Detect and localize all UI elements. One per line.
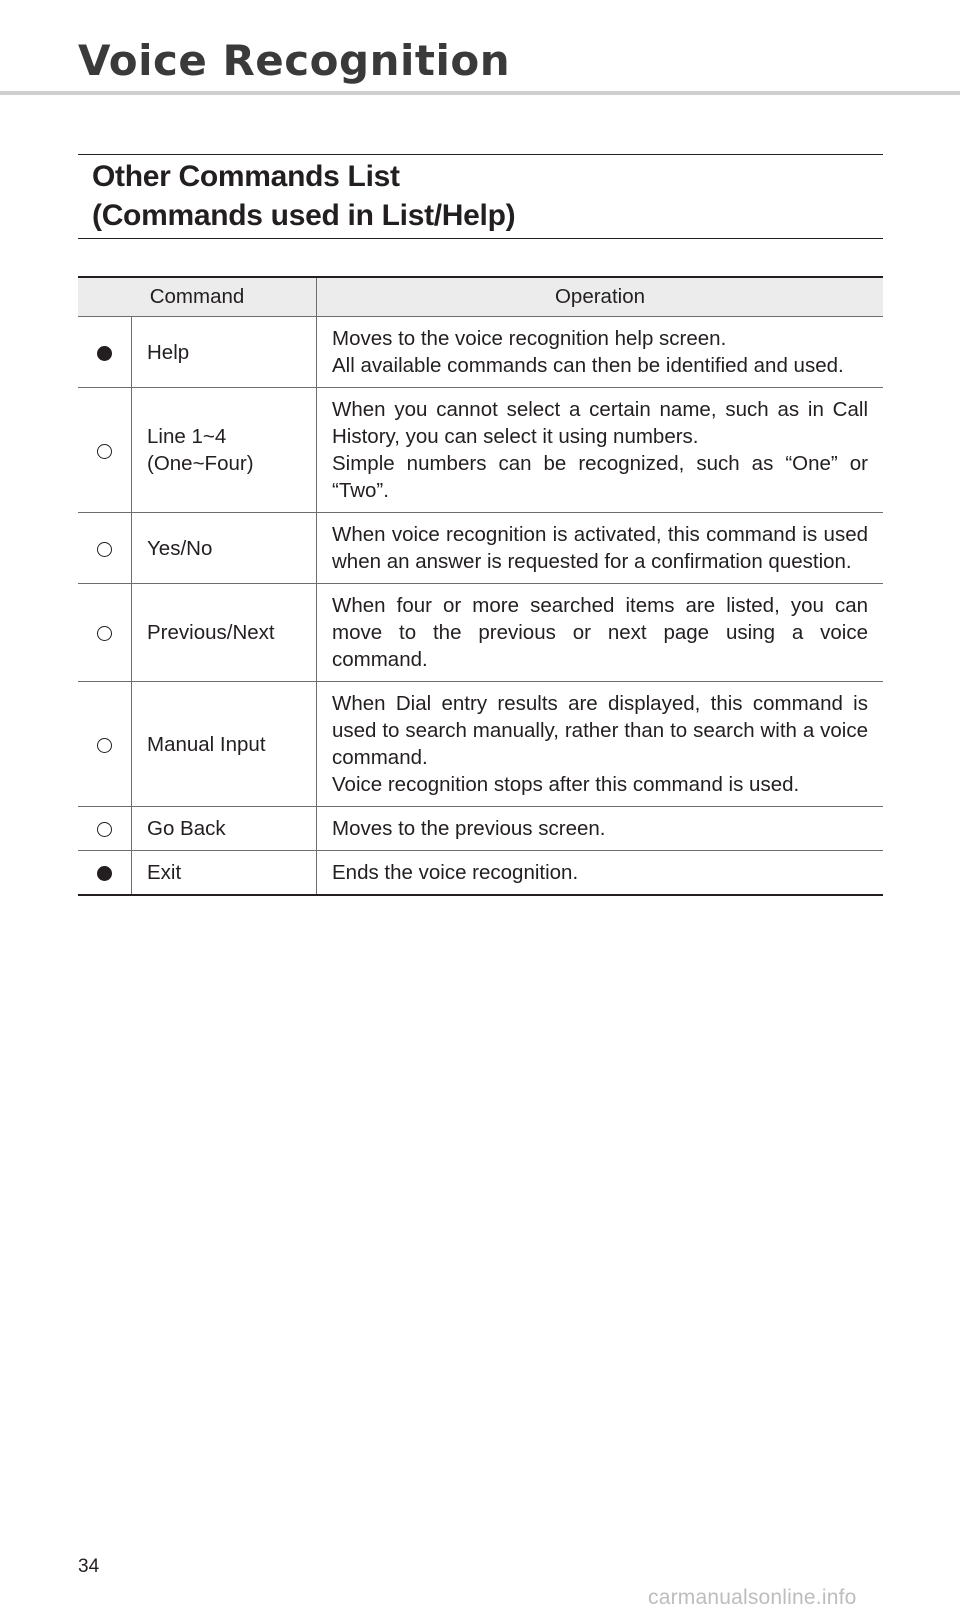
command-label: Go Back [147,817,226,840]
hollow-circle-icon [97,738,112,753]
operation-text: When Dial entry results are displayed, this command is used to search manually, rather than to search with a voice command. [332,692,868,769]
hollow-circle-icon [97,542,112,557]
marker-cell [78,584,132,682]
operation-cell [317,807,884,851]
table-row [78,584,883,682]
operation-text: When four or more searched items are listed, you can move to the previous or next page using a voice command. [332,594,868,671]
marker-cell [78,388,132,513]
marker-cell [78,851,132,896]
section-title-line-2: (Commands used in List/Help) [92,199,516,232]
table-row [78,388,883,513]
table-row [78,807,883,851]
table-header-row [78,277,883,317]
command-cell [132,513,317,584]
chapter-rule [0,91,960,95]
hollow-circle-icon [97,444,112,459]
section-title-line-1: Other Commands List [92,160,400,193]
operation-text: Voice recognition stops after this command is used. [332,773,800,796]
watermark: carmanualsonline.info [648,1586,857,1609]
page-number: 34 [78,1556,100,1577]
command-cell [132,851,317,896]
commands-table-body [78,317,883,896]
table-row [78,317,883,388]
command-label: Line 1~4 [147,425,227,448]
command-cell [132,317,317,388]
operation-cell [317,851,884,896]
operation-cell [317,513,884,584]
section-title [92,157,883,235]
operation-text: Simple numbers can be recognized, such as “One” or “Two”. [332,452,868,502]
operation-text: All available commands can then be identified and used. [332,354,844,377]
filled-circle-icon [97,346,112,361]
operation-column-header: Operation [317,277,884,317]
operation-text: When you cannot select a certain name, such as in Call History, you can select it using numbers. [332,398,868,448]
section-heading [78,154,883,239]
command-label: Manual Input [147,732,266,756]
operation-text: When voice recognition is activated, this command is used when an answer is requested for a confirmation question. [332,523,868,573]
operation-text: Moves to the voice recognition help screen. [332,327,727,350]
command-label: (One~Four) [147,452,254,475]
table-row [78,851,883,896]
marker-cell [78,807,132,851]
marker-cell [78,682,132,807]
operation-text: Moves to the previous screen. [332,817,606,840]
command-label: Previous/Next [147,621,275,644]
marker-cell [78,317,132,388]
command-cell [132,388,317,513]
table-row [78,682,883,807]
table-row [78,513,883,584]
command-label: Help [147,340,190,364]
command-column-header: Command [78,277,317,317]
command-cell [132,807,317,851]
command-label: Exit [147,861,182,884]
marker-cell [78,513,132,584]
operation-cell [317,388,884,513]
commands-table [78,276,883,896]
command-cell [132,682,317,807]
operation-cell [317,584,884,682]
command-cell [132,584,317,682]
hollow-circle-icon [97,626,112,641]
hollow-circle-icon [97,822,112,837]
operation-text: Ends the voice recognition. [332,861,579,884]
chapter-title: Voice Recognition [78,36,511,85]
operation-cell [317,317,884,388]
operation-cell [317,682,884,807]
filled-circle-icon [97,866,112,881]
command-label: Yes/No [147,536,213,560]
